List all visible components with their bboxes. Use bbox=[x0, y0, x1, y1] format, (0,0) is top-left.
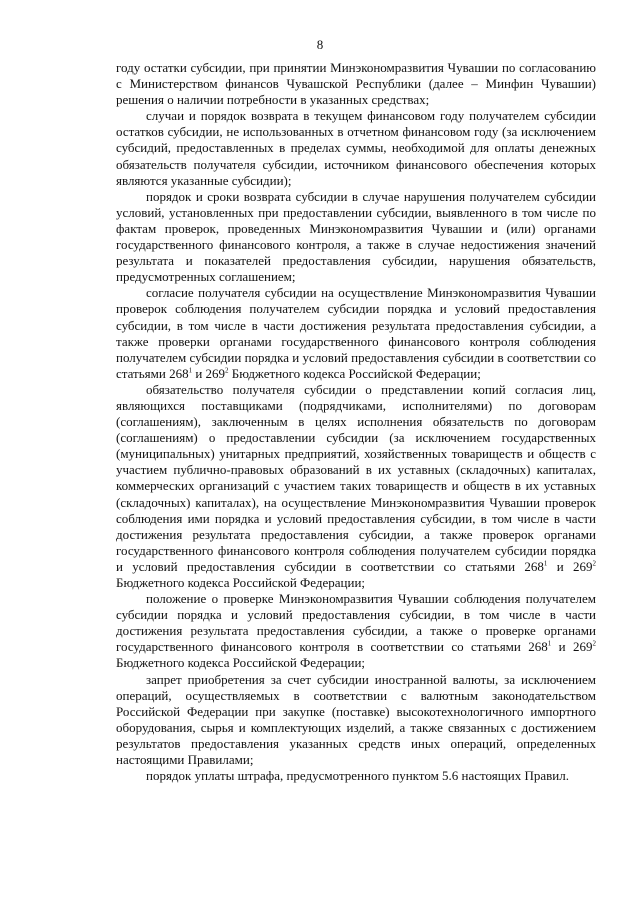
page-number: 8 bbox=[316, 37, 324, 52]
paragraph-3: порядок и сроки возврата субсидии в случае нарушения получателем субсидии условий, установленных при предоставлении субсидии, выявленного в том числе по фактам проверок, проведенных Минэкономразвития Чувашии и (или) органами государственного финансового контроля, а также в случае недостижения значений результата и показателей предоставления субсидии, нарушения обязательств, предусмотренных соглашением; bbox=[116, 188, 596, 285]
paragraph-8: порядок уплаты штрафа, предусмотренного пунктом 5.6 настоящих Правил. bbox=[146, 768, 569, 784]
paragraph-7: запрет приобретения за счет субсидии иностранной валюты, за исключением операций, осуществляемых в соответствии с валютным законодательством Российской Федерации при закупке (поставке) высокотехнологичного импортного оборудования, сырья и комплектующих изделий, а также связанных с достижением результатов предоставления указанных средств иных операций, определенных настоящими Правилами; bbox=[116, 671, 596, 768]
body-text bbox=[116, 60, 596, 784]
paragraph-4: согласие получателя субсидии на осуществление Минэкономразвития Чувашии проверок соблюдения получателем субсидии порядка и условий предоставления субсидии, в том числе в части достижения результата предоставления субсидии, а также проверки органами государственного финансового контроля соблюдения получателем субсидии порядка и условий предоставления субсидии в соответствии со статьями $268^1$ и $269^2$ Бюджетного кодекса Российской Федерации; bbox=[116, 285, 596, 381]
paragraph-1: году остатки субсидии, при принятии Минэкономразвития Чувашии по согласованию с Министерством финансов Чувашской Республики (далее – Минфин Чувашии) решения о наличии потребности в указанных средствах; bbox=[116, 60, 596, 108]
paragraph-2: случаи и порядок возврата в текущем финансовом году получателем субсидии остатков субсидии, не использованных в отчетном финансовом году (за исключением субсидий, предоставленных в пределах суммы, необходимой для оплаты денежных обязательств получателя субсидии, источником финансового обеспечения которых являются указанные субсидии); bbox=[116, 108, 596, 188]
paragraph-6: положение о проверке Минэкономразвития Чувашии соблюдения получателем субсидии порядка и условий предоставления субсидии, в том числе в части достижения результата предоставления субсидии, а также о проверке органами государственного финансового контроля в соответствии со статьями $268^1$ и $269^2$ Бюджетного кодекса Российской Федерации; bbox=[116, 591, 596, 671]
paragraph-5: обязательство получателя субсидии о представлении копий согласия лиц, являющихся поставщиками (подрядчиками, исполнителями) по договорам (соглашениям), заключенным в целях исполнения обязательств по договорам (соглашениям) о предоставлении субсидии (за исключением государственных (муниципальных) унитарных предприятий, хозяйственных товариществ и обществ с участием публично-правовых образований в их уставных (складочных) капиталах, коммерческих организаций с участием таких товариществ и обществ в их уставных (складочных) капиталах), на осуществление Минэкономразвития Чувашии проверок соблюдения ими порядка и условий предоставления субсидии, в том числе в части достижения результата предоставления субсидии, а также проверок органами государственного финансового контроля соблюдения получателем субсидии порядка и условий предоставления субсидии в соответствии со статьями $268^1$ и $269^2$ Бюджетного кодекса Российской Федерации; bbox=[116, 381, 596, 590]
